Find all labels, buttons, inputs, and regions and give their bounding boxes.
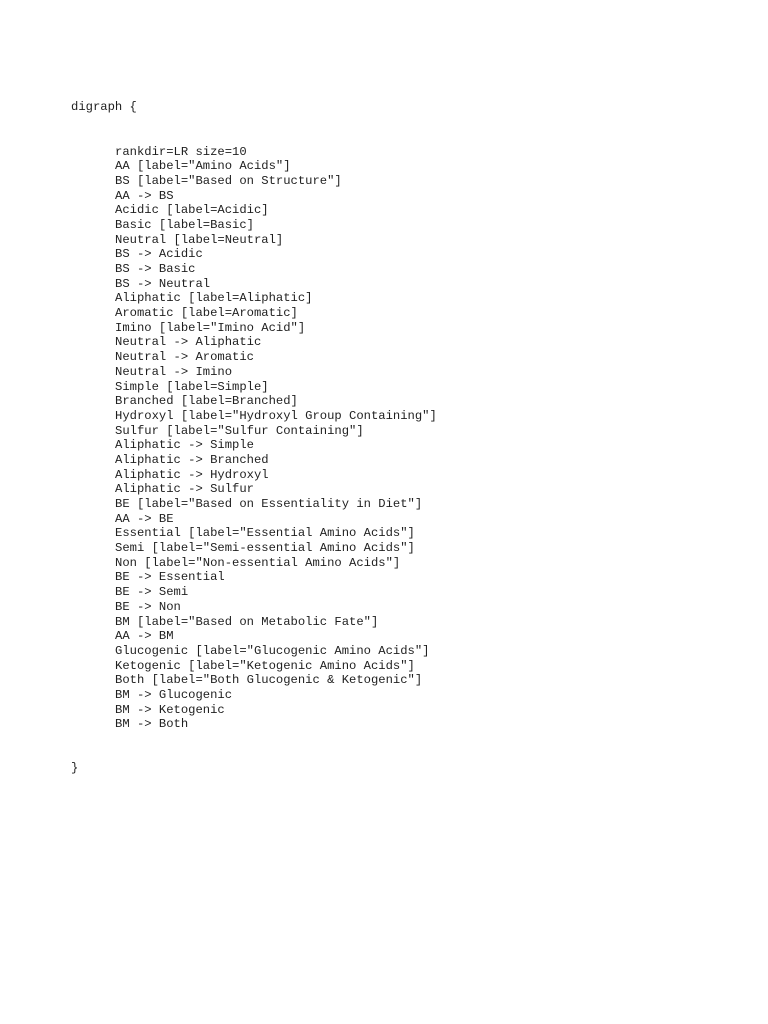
code-line: Aliphatic -> Hydroxyl	[115, 467, 269, 482]
code-line: BE [label="Based on Essentiality in Diet"]	[115, 497, 423, 511]
code-line: AA -> BM	[115, 629, 174, 644]
code-line: Ketogenic [label="Ketogenic Amino Acids"]	[115, 658, 415, 673]
code-line: Aliphatic -> Sulfur	[115, 482, 254, 497]
code-line: Neutral -> Imino	[115, 364, 233, 379]
code-line: rankdir=LR size=10	[115, 144, 247, 159]
code-line: BS -> Neutral	[115, 276, 211, 291]
code-line: Branched [label=Branched]	[115, 394, 298, 409]
code-line: AA [label="Amino Acids"]	[115, 159, 291, 174]
code-line: Semi [label="Semi-essential Amino Acids"]	[115, 541, 415, 556]
code-line: BE -> Semi	[115, 585, 189, 600]
code-line: Hydroxyl [label="Hydroxyl Group Containing"]	[115, 408, 437, 423]
code-line: Aromatic [label=Aromatic]	[115, 306, 298, 321]
code-line-open: digraph {	[71, 100, 137, 115]
code-line: Aliphatic [label=Aliphatic]	[115, 291, 313, 306]
code-line: Imino [label="Imino Acid"]	[115, 320, 306, 335]
code-line: Both [label="Both Glucogenic & Ketogenic"]	[115, 673, 423, 688]
code-line: BM -> Both	[115, 717, 189, 732]
code-line: Neutral -> Aliphatic	[115, 335, 262, 350]
code-body	[71, 145, 437, 733]
code-line: BE -> Non	[115, 599, 181, 614]
code-line-close: }	[71, 761, 79, 776]
code-line: BS [label="Based on Structure"]	[115, 173, 342, 188]
code-line: BS -> Basic	[115, 262, 196, 276]
code-line: Basic [label=Basic]	[115, 217, 254, 232]
code-line: Glucogenic [label="Glucogenic Amino Acids"]	[115, 643, 430, 658]
code-line: BE -> Essential	[115, 570, 225, 585]
code-line: AA -> BE	[115, 511, 174, 526]
code-line: Acidic [label=Acidic]	[115, 203, 269, 218]
code-line: BM -> Glucogenic	[115, 687, 233, 702]
code-line: Non [label="Non-essential Amino Acids"]	[115, 555, 401, 570]
code-block	[71, 71, 437, 806]
code-line: Aliphatic -> Branched	[115, 452, 269, 467]
code-line: BM -> Ketogenic	[115, 702, 225, 717]
code-line: BM [label="Based on Metabolic Fate"]	[115, 614, 379, 629]
code-line: Neutral -> Aromatic	[115, 350, 254, 365]
code-line: Simple [label=Simple]	[115, 379, 269, 394]
code-line: Sulfur [label="Sulfur Containing"]	[115, 423, 364, 438]
code-line: BS -> Acidic	[115, 247, 203, 262]
code-line: AA -> BS	[115, 188, 174, 203]
code-line: Aliphatic -> Simple	[115, 438, 254, 453]
code-line: Essential [label="Essential Amino Acids"]	[115, 526, 415, 541]
code-line: Neutral [label=Neutral]	[115, 232, 284, 247]
